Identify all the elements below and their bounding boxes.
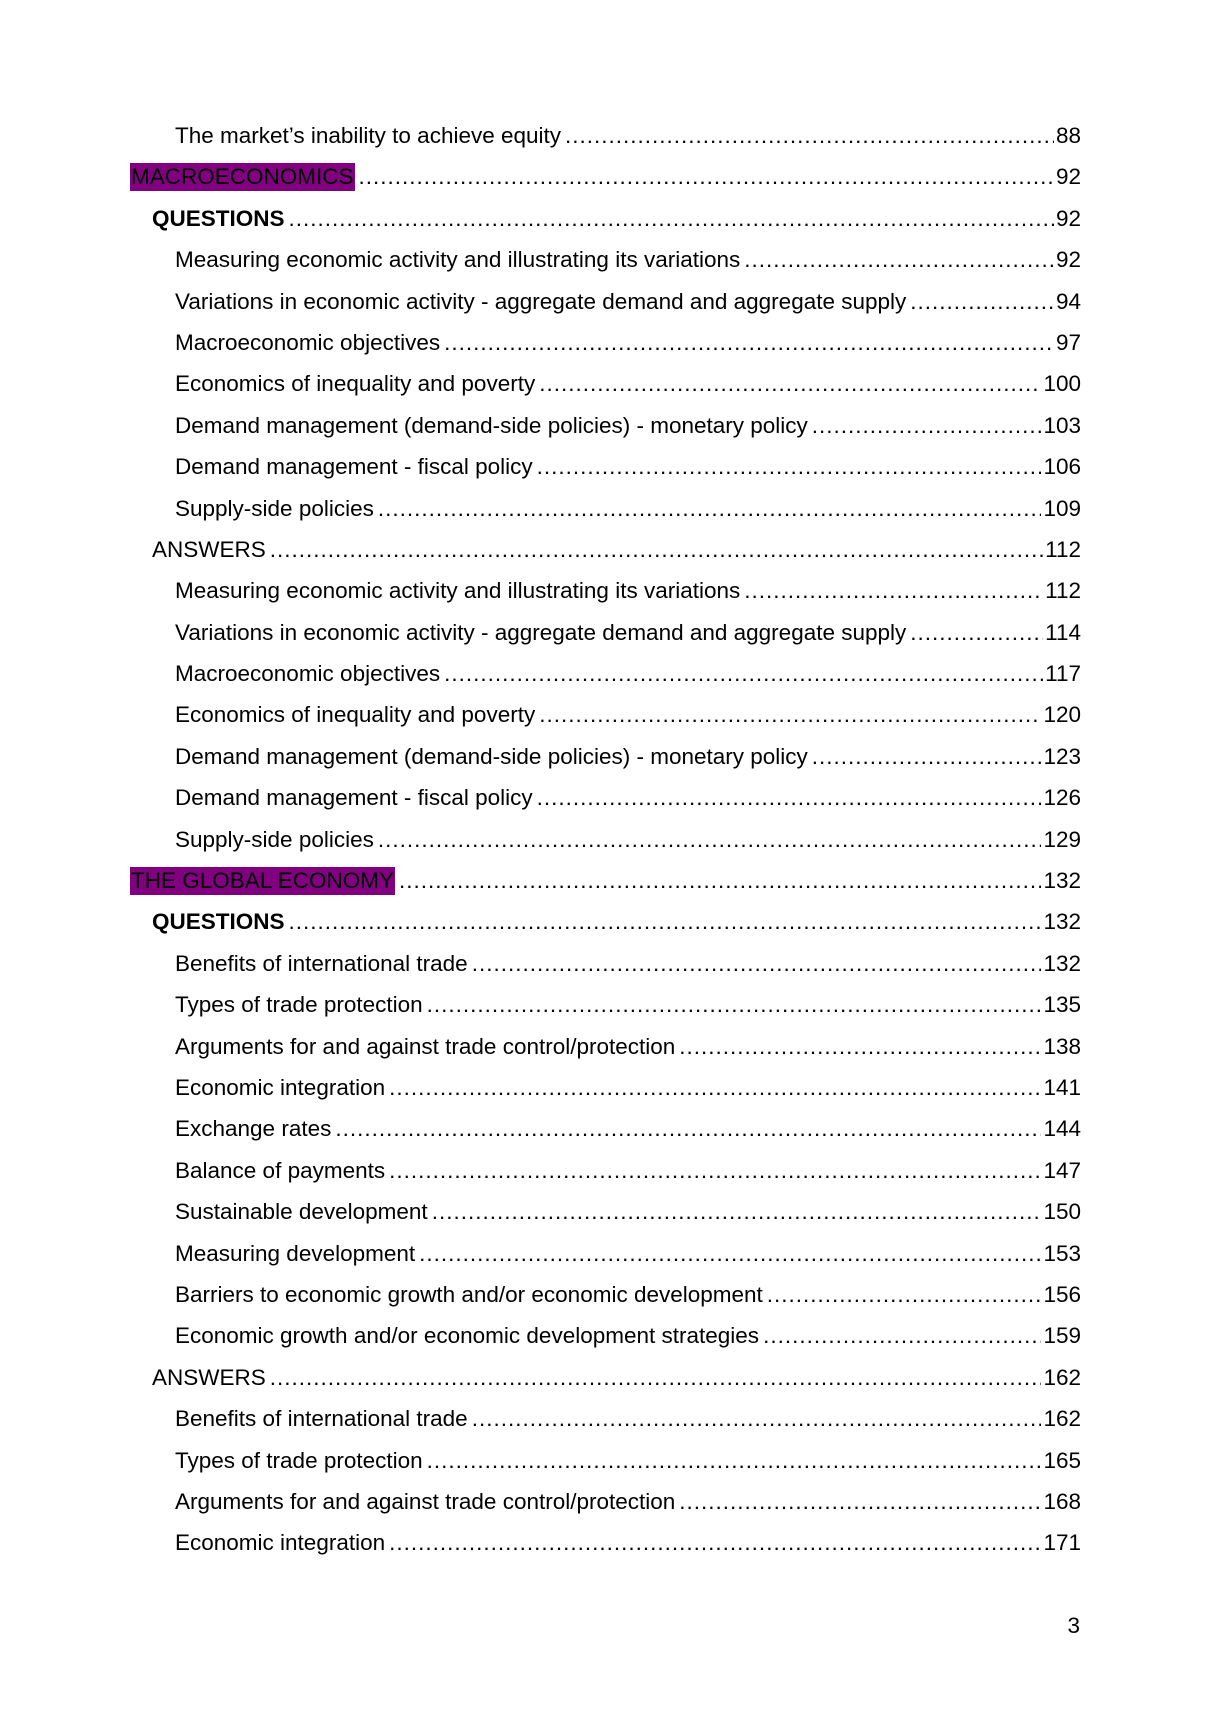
dot-leader [389, 1150, 1041, 1191]
dot-leader [679, 1026, 1041, 1067]
toc-entry[interactable] [130, 1398, 1081, 1439]
toc-entry-page-number: 117 [1045, 661, 1081, 687]
dot-leader [812, 736, 1042, 777]
toc-entry-title: Macroeconomic objectives [175, 329, 441, 355]
toc-entry-title: Exchange rates [175, 1116, 332, 1142]
toc-entry-page-number: 92 [1055, 247, 1081, 273]
toc-entry-title: Demand management (demand-side policies) - monetary policy [175, 743, 808, 769]
toc-entry-page-number: 92 [1055, 205, 1081, 231]
toc-entry-page-number: 162 [1043, 1406, 1081, 1432]
toc-entry[interactable] [130, 819, 1081, 860]
toc-entry[interactable] [130, 281, 1081, 322]
dot-leader [270, 529, 1043, 570]
toc-entry-page-number: 92 [1055, 164, 1081, 190]
toc-entry-page-number: 138 [1043, 1033, 1081, 1059]
toc-entry-page-number: 153 [1043, 1240, 1081, 1266]
dot-leader [910, 281, 1054, 322]
toc-entry-title: Variations in economic activity - aggregate demand and aggregate supply [175, 619, 907, 645]
toc-entry[interactable] [130, 694, 1081, 735]
toc-entry-page-number: 132 [1043, 950, 1081, 976]
dot-leader [289, 901, 1042, 942]
toc-entry-title: Economic integration [175, 1530, 386, 1556]
toc-entry-page-number: 100 [1043, 371, 1081, 397]
toc-entry-page-number: 132 [1043, 868, 1081, 894]
toc-entry-title: Supply-side policies [175, 495, 374, 521]
toc-entry-title: Arguments for and against trade control/protection [175, 1488, 676, 1514]
toc-entry[interactable] [130, 1108, 1081, 1149]
toc-entry[interactable] [130, 446, 1081, 487]
toc-entry-page-number: 112 [1045, 578, 1081, 604]
dot-leader [419, 1233, 1041, 1274]
dot-leader [537, 446, 1042, 487]
toc-entry-title: Measuring development [175, 1240, 416, 1266]
toc-entry-page-number: 129 [1043, 826, 1081, 852]
toc-entry-title: Types of trade protection [175, 1447, 423, 1473]
toc-entry-title: Macroeconomic objectives [175, 661, 441, 687]
toc-entry[interactable] [130, 1191, 1081, 1232]
dot-leader [539, 363, 1041, 404]
toc-section-entry[interactable] [130, 156, 1081, 197]
dot-leader [767, 1274, 1042, 1315]
toc-entry-page-number: 103 [1043, 412, 1081, 438]
toc-entry-title: Demand management - fiscal policy [175, 454, 533, 480]
toc-entry-page-number: 106 [1043, 454, 1081, 480]
dot-leader [270, 1357, 1042, 1398]
dot-leader [427, 1440, 1042, 1481]
toc-entry[interactable] [130, 1026, 1081, 1067]
toc-entry-title: Variations in economic activity - aggregate demand and aggregate supply [175, 288, 907, 314]
dot-leader [679, 1481, 1041, 1522]
toc-entry-title: Balance of payments [175, 1157, 386, 1183]
toc-entry-title: MACROECONOMICS [131, 164, 354, 190]
toc-entry-title: Supply-side policies [175, 826, 374, 852]
toc-entry-title: Economics of inequality and poverty [175, 702, 536, 728]
toc-entry-page-number: 168 [1043, 1488, 1081, 1514]
dot-leader [389, 1067, 1041, 1108]
toc-subsection-entry[interactable] [130, 529, 1081, 570]
page-number: 3 [1067, 1613, 1080, 1638]
toc-entry-page-number: 126 [1043, 785, 1081, 811]
toc-entry-title: Measuring economic activity and illustrating its variations [175, 578, 741, 604]
toc-entry-title: Economics of inequality and poverty [175, 371, 536, 397]
toc-entry[interactable] [130, 488, 1081, 529]
toc-entry-title: ANSWERS [152, 1364, 266, 1390]
toc-entry[interactable] [130, 777, 1081, 818]
toc-subsection-entry[interactable] [130, 901, 1081, 942]
toc-entry-page-number: 132 [1043, 909, 1081, 935]
toc-entry-page-number: 135 [1043, 992, 1081, 1018]
toc-entry-title: Types of trade protection [175, 992, 423, 1018]
toc-entry-title: The market’s inability to achieve equity [175, 123, 562, 148]
toc-entry-page-number: 114 [1045, 619, 1081, 645]
toc-entry-page-number: 147 [1043, 1157, 1081, 1183]
dot-leader [432, 1191, 1042, 1232]
toc-entry[interactable] [130, 736, 1081, 777]
dot-leader [744, 570, 1043, 611]
toc-entry-page-number: 144 [1043, 1116, 1081, 1142]
toc-entry-title: Economic integration [175, 1074, 386, 1100]
toc-entry-page-number: 162 [1043, 1364, 1081, 1390]
dot-leader [444, 322, 1054, 363]
dot-leader [378, 819, 1042, 860]
dot-leader [399, 860, 1041, 901]
dot-leader [812, 405, 1042, 446]
toc-entry-page-number: 112 [1045, 536, 1081, 562]
toc-subsection-entry[interactable] [130, 1357, 1081, 1398]
toc-entry-title: Demand management (demand-side policies) - monetary policy [175, 412, 808, 438]
dot-leader [359, 156, 1054, 197]
toc-entry-title: QUESTIONS [152, 909, 285, 935]
toc-entry[interactable] [130, 943, 1081, 984]
dot-leader [763, 1315, 1041, 1356]
toc-entry[interactable] [130, 1522, 1081, 1563]
toc-entry-title: Barriers to economic growth and/or economic development [175, 1281, 763, 1307]
toc-entry[interactable] [130, 322, 1081, 363]
toc-entry-title: QUESTIONS [152, 205, 285, 231]
toc-section-entry[interactable] [130, 860, 1081, 901]
toc-entry-title: Benefits of international trade [175, 950, 468, 976]
dot-leader [565, 115, 1054, 156]
toc-entry[interactable] [130, 653, 1081, 694]
dot-leader [427, 984, 1042, 1025]
dot-leader [289, 198, 1054, 239]
toc-entry[interactable] [130, 239, 1081, 280]
toc-entry-page-number: 159 [1043, 1323, 1081, 1349]
toc-entry[interactable] [130, 1150, 1081, 1191]
toc-entry[interactable] [130, 1440, 1081, 1481]
toc-entry-page-number: 123 [1043, 743, 1081, 769]
toc-entry-page-number: 141 [1043, 1074, 1081, 1100]
toc-entry[interactable] [130, 570, 1081, 611]
toc-entry-page-number: 165 [1043, 1447, 1081, 1473]
toc-entry-page-number: 94 [1055, 288, 1081, 314]
dot-leader [444, 653, 1043, 694]
toc-entry-title: Demand management - fiscal policy [175, 785, 533, 811]
toc-entry-title: Economic growth and/or economic development strategies [175, 1323, 760, 1349]
dot-leader [389, 1522, 1041, 1563]
dot-leader [472, 943, 1042, 984]
toc-entry[interactable] [130, 1274, 1081, 1315]
toc-entry[interactable] [130, 1067, 1081, 1108]
toc-entry-title: Benefits of international trade [175, 1406, 468, 1432]
toc-entry-title: THE GLOBAL ECONOMY [131, 868, 394, 894]
toc-entry-page-number: 88 [1055, 123, 1081, 148]
toc-entry[interactable] [130, 1315, 1081, 1356]
toc-entry-page-number: 171 [1043, 1530, 1081, 1556]
toc-entry[interactable] [130, 984, 1081, 1025]
toc-entry[interactable] [130, 1233, 1081, 1274]
dot-leader [472, 1398, 1042, 1439]
dot-leader [335, 1108, 1041, 1149]
toc-entry-page-number: 150 [1043, 1199, 1081, 1225]
toc-entry[interactable] [130, 405, 1081, 446]
dot-leader [744, 239, 1054, 280]
toc-entry-page-number: 109 [1043, 495, 1081, 521]
toc-entry-title: Arguments for and against trade control/protection [175, 1033, 676, 1059]
toc-entry[interactable] [130, 612, 1081, 653]
toc-entry-title: ANSWERS [152, 536, 266, 562]
toc-entry-page-number: 97 [1055, 329, 1081, 355]
toc-entry[interactable] [130, 115, 1081, 156]
toc-entry[interactable] [130, 363, 1081, 404]
dot-leader [539, 694, 1041, 735]
toc-entry-page-number: 156 [1043, 1281, 1081, 1307]
toc-entry-page-number: 120 [1043, 702, 1081, 728]
table-of-contents [130, 115, 1081, 1564]
toc-subsection-entry[interactable] [130, 198, 1081, 239]
dot-leader [378, 488, 1042, 529]
dot-leader [537, 777, 1042, 818]
toc-entry-title: Measuring economic activity and illustrating its variations [175, 247, 741, 273]
dot-leader [910, 612, 1043, 653]
toc-entry-title: Sustainable development [175, 1199, 428, 1225]
toc-entry[interactable] [130, 1481, 1081, 1522]
